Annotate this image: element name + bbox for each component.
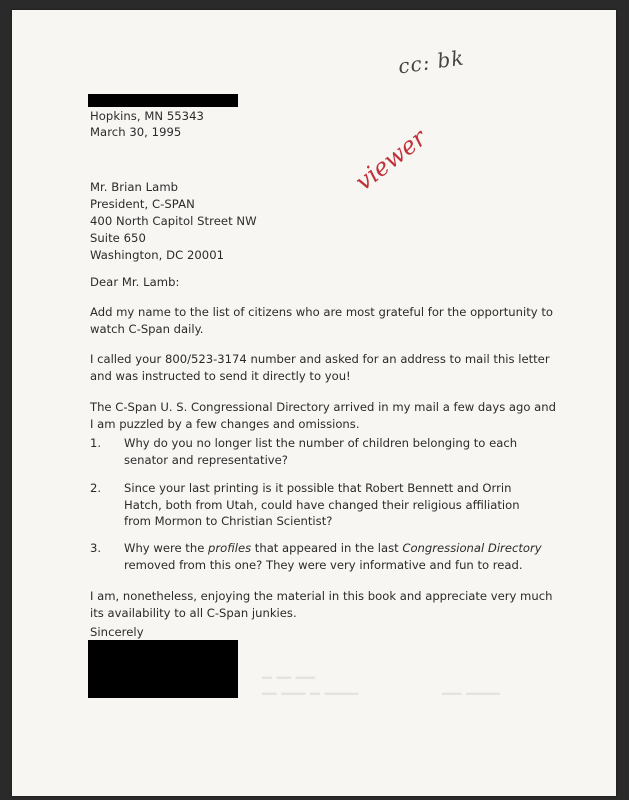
paragraph-3: The C-Span U. S. Congressional Directory arrived in my mail a few days ago and I am puzzled by a few changes and omissions. — [90, 400, 556, 431]
sender-city: Hopkins, MN 55343 — [90, 109, 204, 123]
paragraph-2: I called your 800/523-3174 number and asked for an address to mail this letter and was instructed to send it directly to you! — [90, 352, 550, 383]
bleed-through-mark: ▂▂▂▂ ▂▂▂▂▂▂▂ — [442, 686, 500, 695]
item-text — [124, 540, 544, 573]
redacted-sender-name — [88, 94, 238, 107]
salutation: Dear Mr. Lamb: — [90, 275, 180, 289]
item-text: Since your last printing is it possible that Robert Bennett and Orrin Hatch, both from Utah, could have changed their religious affiliation from Mormon to Christian Scientist? — [124, 481, 520, 528]
letter-page — [12, 10, 616, 796]
item-number: 3. — [90, 541, 102, 555]
recipient-city: Washington, DC 20001 — [90, 248, 225, 262]
item-text-post: removed from this one? They were very informative and fun to read. — [124, 557, 523, 572]
paragraph-1: Add my name to the list of citizens who are most grateful for the opportunity to watch C-Span daily. — [90, 305, 553, 336]
profiles-emphasis: profiles — [208, 541, 252, 555]
recipient-name: Mr. Brian Lamb — [90, 180, 179, 194]
recipient-street: 400 North Capitol Street NW — [90, 214, 257, 228]
item-text-mid: that appeared in the last — [251, 541, 403, 555]
item-number: 1. — [90, 436, 102, 450]
reviewer-annotation: viewer — [350, 123, 432, 197]
item-text-pre: Why were the — [124, 541, 209, 555]
recipient-title: President, C-SPAN — [90, 197, 195, 211]
bleed-through-mark: ▂▂▂ ▂▂▂▂▂ ▂▂ ▂▂▂▂▂▂▂ — [262, 686, 359, 695]
recipient-suite: Suite 650 — [90, 231, 146, 245]
bleed-through-mark: ▂▂ ▂▂▂ ▂▂▂▂ — [262, 670, 315, 679]
letter-date: March 30, 1995 — [90, 125, 182, 139]
closing: Sincerely — [90, 625, 144, 639]
congressional-directory-emphasis: Congressional Directory — [402, 541, 542, 555]
cc-annotation: cc: bk — [396, 45, 466, 79]
redacted-signature — [88, 640, 238, 698]
closing-paragraph: I am, nonetheless, enjoying the material in this book and appreciate very much its availability to all C-Span junkies. — [90, 589, 553, 620]
item-number: 2. — [90, 481, 102, 495]
item-text: Why do you no longer list the number of children belonging to each senator and representative? — [124, 436, 518, 467]
